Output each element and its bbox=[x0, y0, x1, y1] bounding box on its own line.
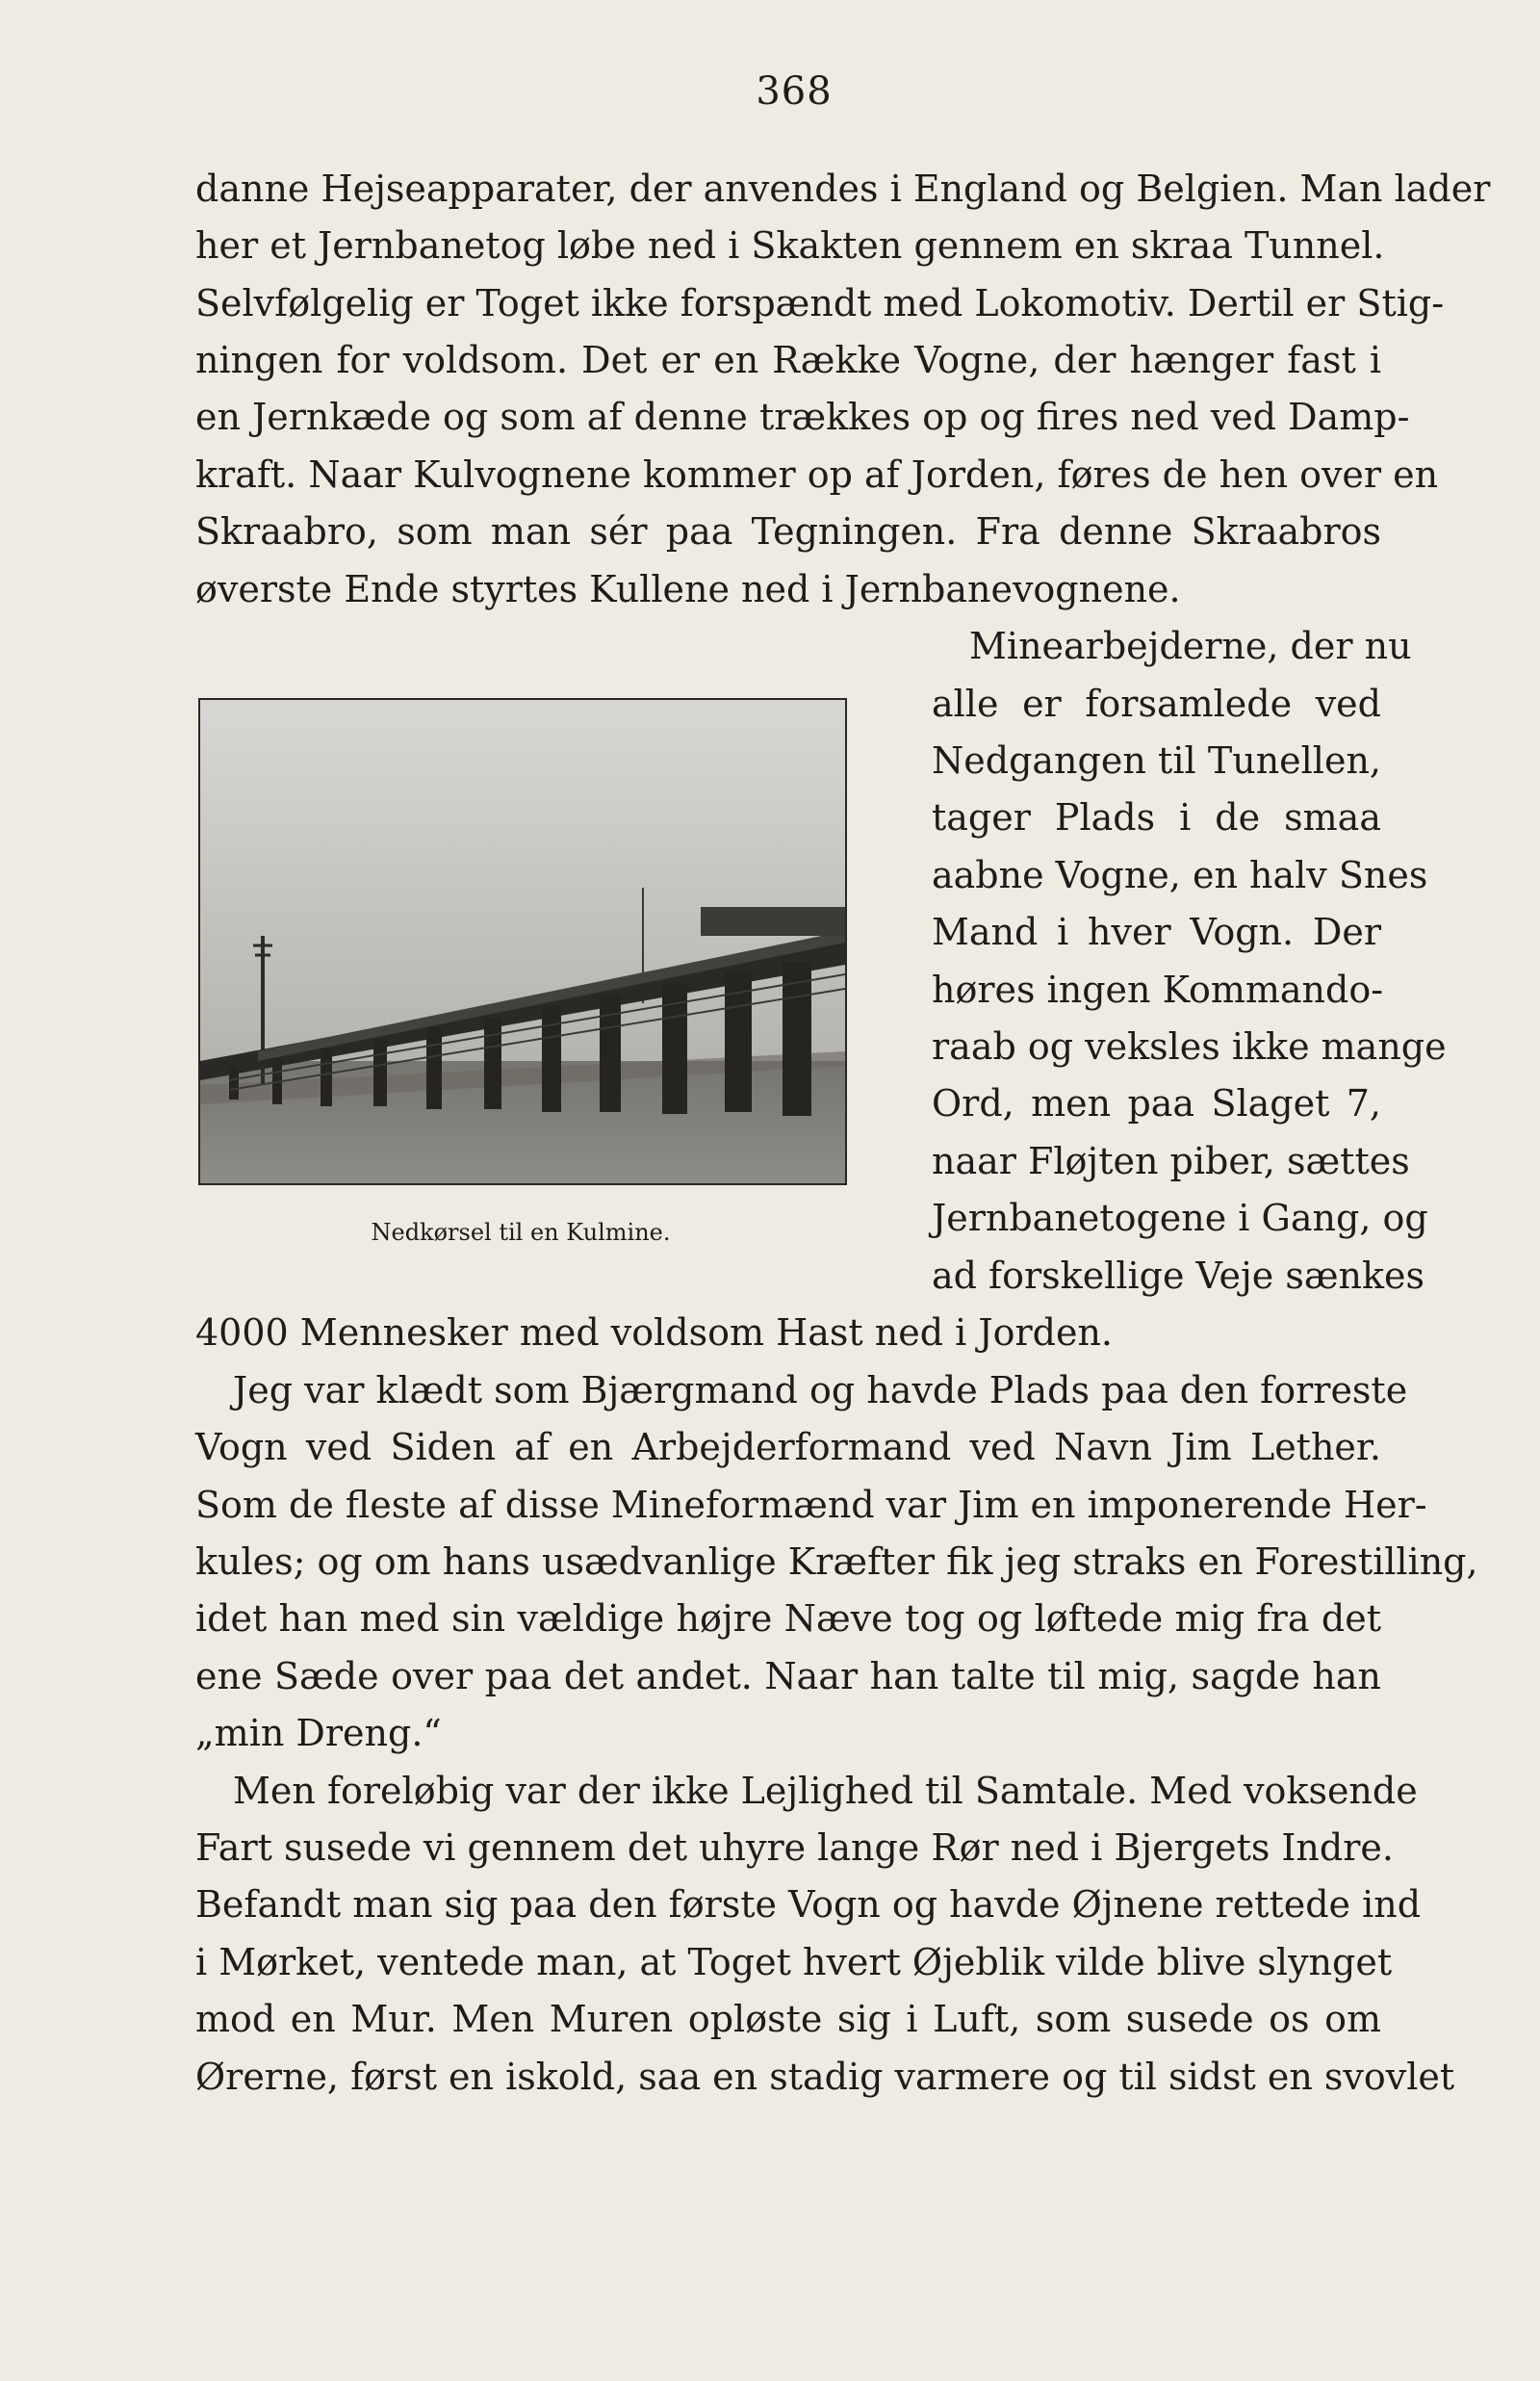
text-line: ene Sæde over paa det andet. Naar han talte til mig, sagde han bbox=[195, 1655, 1381, 1697]
text-line: Jeg var klædt som Bjærgmand og havde Plads paa den forreste bbox=[233, 1369, 1408, 1411]
text-line: Mand i hver Vogn. Der bbox=[932, 911, 1381, 953]
mine-bridge-illustration bbox=[200, 700, 845, 1183]
text-line: danne Hejseapparater, der anvendes i England og Belgien. Man lader bbox=[195, 168, 1491, 210]
text-line: tager Plads i de smaa bbox=[932, 796, 1381, 839]
text-line: raab og veksles ikke mange bbox=[932, 1025, 1447, 1068]
text-line: „min Dreng.“ bbox=[195, 1712, 442, 1754]
text-line: Minearbejderne, der nu bbox=[969, 625, 1412, 667]
text-line: Men foreløbig var der ikke Lejlighed til Samtale. Med voksende bbox=[233, 1770, 1418, 1812]
text-line: aabne Vogne, en halv Snes bbox=[932, 854, 1428, 896]
text-line: naar Fløjten piber, sættes bbox=[932, 1140, 1410, 1182]
text-line: Nedgangen til Tunellen, bbox=[932, 739, 1381, 782]
text-line: alle er forsamlede ved bbox=[932, 683, 1381, 725]
text-line: Jernbanetogene i Gang, og bbox=[932, 1197, 1428, 1239]
page-number: 368 bbox=[756, 69, 833, 114]
text-line: øverste Ende styrtes Kullene ned i Jernbanevognene. bbox=[195, 568, 1181, 610]
text-line: ningen for voldsom. Det er en Række Vogne, der hænger fast i bbox=[195, 339, 1381, 381]
text-line: kules; og om hans usædvanlige Kræfter fik jeg straks en Forestilling, bbox=[195, 1540, 1478, 1583]
text-line: Skraabro, som man sér paa Tegningen. Fra denne Skraabros bbox=[195, 510, 1381, 553]
text-line: mod en Mur. Men Muren opløste sig i Luft, som susede os om bbox=[195, 1998, 1381, 2040]
text-line: idet han med sin vældige højre Næve tog og løftede mig fra det bbox=[195, 1597, 1381, 1640]
text-line: Vogn ved Siden af en Arbejderformand ved Navn Jim Lether. bbox=[195, 1426, 1381, 1468]
text-line: Ørerne, først en iskold, saa en stadig varmere og til sidst en svovlet bbox=[195, 2056, 1455, 2098]
text-line: en Jernkæde og som af denne trækkes op og fires ned ved Damp- bbox=[195, 396, 1410, 438]
text-line: Fart susede vi gennem det uhyre lange Rør ned i Bjergets Indre. bbox=[195, 1826, 1394, 1869]
text-line: i Mørket, ventede man, at Toget hvert Øjeblik vilde blive slynget bbox=[195, 1941, 1393, 1983]
figure-caption: Nedkørsel til en Kulmine. bbox=[371, 1219, 671, 1246]
text-line: ad forskellige Veje sænkes bbox=[932, 1255, 1425, 1297]
text-line: Befandt man sig paa den første Vogn og havde Øjnene rettede ind bbox=[195, 1883, 1422, 1926]
text-line: høres ingen Kommando- bbox=[932, 969, 1384, 1011]
text-line: Som de fleste af disse Mineformænd var Jim en imponerende Her- bbox=[195, 1484, 1427, 1526]
text-line: her et Jernbanetog løbe ned i Skakten gennem en skraa Tunnel. bbox=[195, 224, 1385, 267]
figure-photo bbox=[198, 698, 847, 1185]
text-line: kraft. Naar Kulvognene kommer op af Jorden, føres de hen over en bbox=[195, 453, 1439, 496]
text-line: Ord, men paa Slaget 7, bbox=[932, 1082, 1381, 1125]
text-line: Selvfølgelig er Toget ikke forspændt med Lokomotiv. Dertil er Stig- bbox=[195, 282, 1445, 324]
text-line: 4000 Mennesker med voldsom Hast ned i Jorden. bbox=[195, 1311, 1114, 1354]
